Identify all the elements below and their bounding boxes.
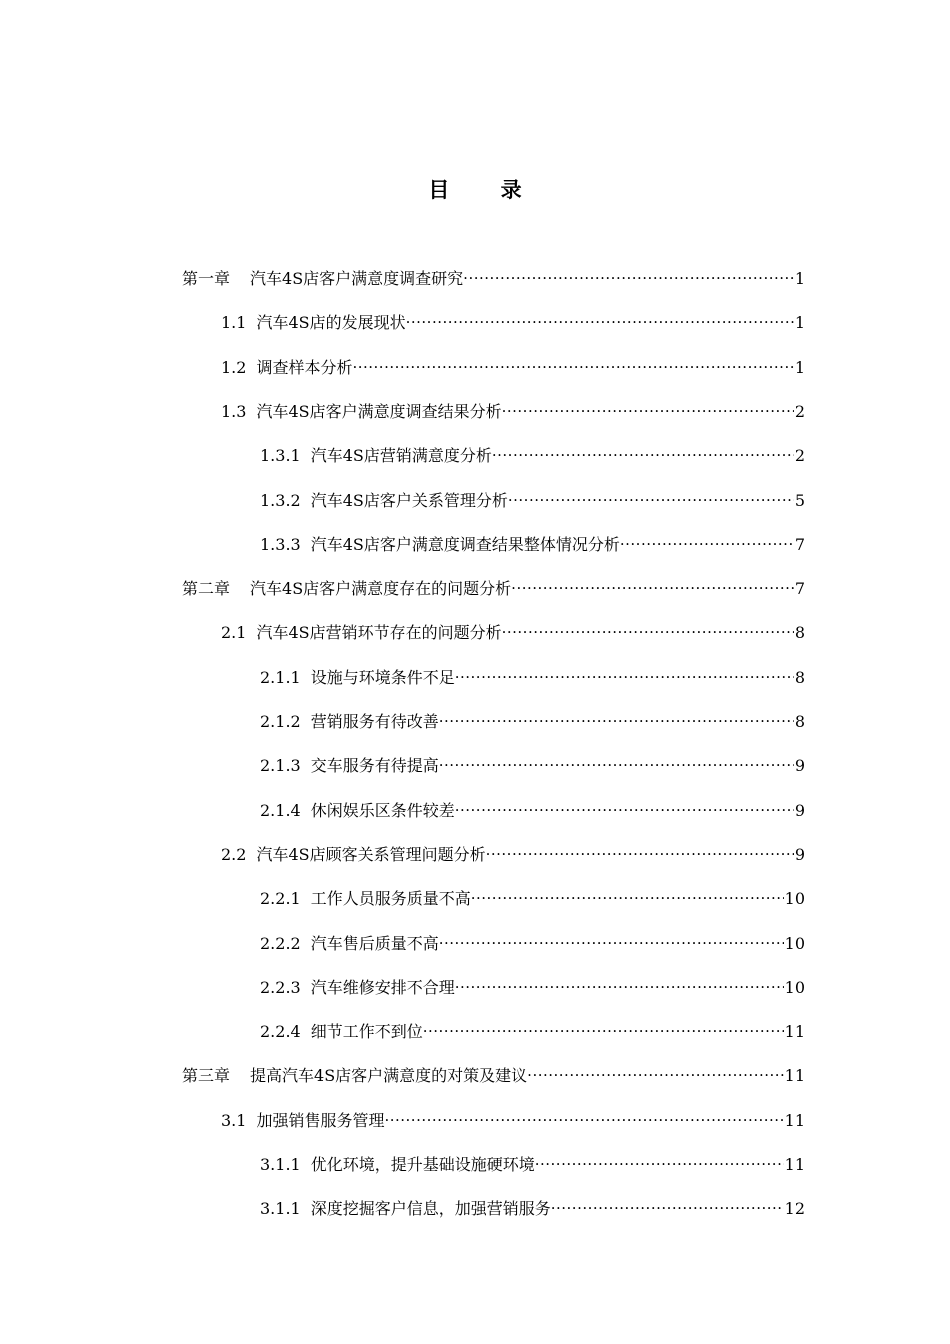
toc-entry-title: 汽车售后质量不高 [310, 933, 439, 953]
toc-entry[interactable] [260, 486, 805, 511]
toc-entry[interactable] [260, 929, 805, 954]
toc-entry[interactable] [260, 1017, 805, 1042]
toc-entry-number: 1.3.1 [260, 446, 301, 466]
toc-entry-number: 1.3 [221, 401, 247, 421]
toc-page-number: 10 [784, 977, 805, 997]
toc-entry[interactable] [260, 796, 805, 821]
toc-entry-number: 2.1.4 [260, 800, 301, 820]
toc-entry-number: 2.1.3 [260, 756, 301, 776]
toc-entry-number: 2.1.1 [260, 667, 301, 687]
toc-entry[interactable] [221, 1106, 805, 1131]
toc-dot-leader [384, 1106, 783, 1126]
toc-entry-number: 第二章 [182, 579, 231, 599]
toc-dot-leader [455, 663, 794, 683]
toc-dot-leader [455, 796, 794, 816]
toc-page-number: 8 [794, 667, 805, 687]
toc-entry[interactable] [260, 707, 805, 732]
toc-dot-leader [439, 707, 794, 727]
toc-entry-label [221, 402, 502, 422]
toc-entry-label [221, 845, 486, 865]
toc-entry-number: 3.1.1 [260, 1155, 301, 1174]
toc-page-number: 9 [794, 844, 805, 864]
toc-entry-title: 汽车4S店客户关系管理分析 [310, 490, 508, 510]
toc-dot-leader [439, 929, 784, 949]
toc-page-number: 9 [794, 756, 805, 776]
toc-entry-label [221, 623, 502, 643]
toc-dot-leader [527, 1061, 783, 1081]
toc-page-number: 1 [794, 313, 805, 333]
toc-dot-leader [502, 397, 794, 417]
toc-page-number: 2 [794, 446, 805, 466]
toc-entry-label [260, 491, 508, 511]
toc-entry-title: 汽车4S店营销满意度分析 [310, 446, 492, 466]
toc-entry-number: 1.1 [221, 313, 247, 333]
toc-page-number: 11 [784, 1022, 805, 1042]
toc-entry-label [260, 535, 620, 555]
toc-entry-label [221, 313, 406, 333]
toc-dot-leader [511, 574, 794, 594]
toc-page-number: 8 [794, 712, 805, 731]
toc-dot-leader [486, 840, 794, 860]
toc-entry[interactable] [260, 441, 805, 466]
toc-entry-title: 汽车4S店的发展现状 [256, 313, 406, 333]
toc-page-number: 8 [794, 623, 805, 643]
toc-entry-label [260, 1155, 535, 1175]
toc-page-number: 11 [784, 1066, 805, 1086]
toc-entry[interactable] [260, 663, 805, 688]
toc-entry-title: 细节工作不到位 [310, 1022, 423, 1042]
toc-entry-label [260, 446, 492, 466]
toc-entry-title: 营销服务有待改善 [310, 712, 439, 731]
toc-entry-title: 提高汽车4S店客户满意度的对策及建议 [250, 1066, 528, 1086]
toc-page-number: 11 [784, 1155, 805, 1174]
toc-page-number: 9 [794, 800, 805, 820]
toc-dot-leader [352, 353, 793, 373]
toc-entry-number: 第三章 [182, 1066, 231, 1086]
toc-dot-leader [620, 530, 794, 550]
toc-entry-label [260, 1022, 423, 1042]
toc-page-number: 11 [784, 1110, 805, 1130]
toc-entry[interactable] [260, 1194, 805, 1219]
toc-entry-title: 汽车4S店客户满意度存在的问题分析 [250, 579, 512, 599]
toc-entry-number: 1.2 [221, 357, 247, 377]
toc-dot-leader [492, 441, 794, 461]
toc-entry[interactable] [221, 353, 805, 378]
toc-entry-number: 1.3.3 [260, 534, 301, 554]
toc-dot-leader [508, 486, 794, 506]
toc-dot-leader [502, 618, 794, 638]
toc-entry[interactable] [182, 1061, 805, 1086]
toc-entry[interactable] [260, 884, 805, 909]
toc-entry-title: 汽车4S店营销环节存在的问题分析 [256, 623, 502, 643]
toc-entry-number: 2.2 [221, 844, 247, 864]
toc-dot-leader [535, 1150, 784, 1170]
toc-entry-label [221, 358, 352, 378]
toc-entry-number: 2.2.1 [260, 889, 301, 909]
toc-entry-label [260, 934, 439, 954]
toc-entry-number: 2.2.3 [260, 977, 301, 997]
toc-dot-leader [439, 751, 794, 771]
toc-dot-leader [406, 308, 794, 328]
toc-entry-number: 2.1 [221, 623, 247, 643]
toc-entry-title: 汽车4S店客户满意度调查结果整体情况分析 [310, 534, 620, 554]
toc-entry-title: 工作人员服务质量不高 [310, 889, 471, 909]
toc-entry-title: 加强销售服务管理 [256, 1110, 385, 1130]
toc-entry-title: 休闲娱乐区条件较差 [310, 800, 455, 820]
toc-entry-number: 2.1.2 [260, 712, 301, 731]
toc-page-number: 7 [794, 534, 805, 554]
toc-dot-leader [551, 1194, 784, 1214]
toc-entry[interactable] [221, 840, 805, 865]
toc-entry-label [260, 712, 439, 732]
toc-dot-leader [471, 884, 784, 904]
toc-entry-label [260, 756, 439, 776]
toc-entry[interactable] [221, 308, 805, 333]
toc-entry-title: 深度挖掘客户信息，加强营销服务 [310, 1199, 551, 1219]
toc-page-number: 7 [794, 579, 805, 599]
toc-entry-label [221, 1111, 384, 1131]
toc-entry-title: 交车服务有待提高 [310, 756, 439, 776]
toc-entry-number: 1.3.2 [260, 490, 301, 510]
toc-entry-number: 3.1 [221, 1110, 247, 1130]
toc-entry-label [182, 1066, 527, 1086]
toc-entry-label [182, 269, 463, 289]
toc-entry[interactable] [260, 751, 805, 776]
toc-entry-title: 汽车4S店顾客关系管理问题分析 [256, 844, 486, 864]
toc-entry-label [260, 978, 455, 998]
toc-entry[interactable] [221, 618, 805, 643]
toc-page-number: 2 [794, 401, 805, 421]
toc-page-number: 10 [784, 933, 805, 953]
toc-entry-title: 优化环境，提升基础设施硬环境 [310, 1155, 535, 1174]
toc-entry-label [182, 579, 511, 599]
toc-page-number: 5 [794, 490, 805, 510]
toc-entry[interactable] [260, 973, 805, 998]
toc-page-number: 12 [784, 1199, 805, 1219]
toc-entry-title: 设施与环境条件不足 [310, 667, 455, 687]
toc-entry-title: 汽车维修安排不合理 [310, 977, 455, 997]
toc-entry-label [260, 801, 455, 821]
toc-entry[interactable] [260, 1150, 805, 1175]
toc-page-number: 1 [794, 269, 805, 288]
toc-entry[interactable] [260, 530, 805, 555]
toc-entry-title: 汽车4S店客户满意度调查结果分析 [256, 401, 502, 421]
toc-entry-number: 2.2.2 [260, 933, 301, 953]
toc-entry-label [260, 889, 471, 909]
toc-entry-number: 2.2.4 [260, 1022, 301, 1042]
toc-entry[interactable] [182, 264, 805, 289]
toc-page-number: 1 [794, 357, 805, 377]
toc-entry-title: 汽车4S店客户满意度调查研究 [250, 269, 464, 288]
toc-dot-leader [463, 264, 794, 284]
toc-entry-number: 第一章 [182, 269, 231, 288]
toc-dot-leader [423, 1017, 784, 1037]
toc-entry[interactable] [182, 574, 805, 599]
toc-entry-label [260, 668, 455, 688]
toc-entry[interactable] [221, 397, 805, 422]
toc-page-number: 10 [784, 889, 805, 909]
toc-dot-leader [455, 973, 784, 993]
toc-entry-label [260, 1199, 551, 1219]
toc-title: 目 录 [428, 177, 544, 202]
toc-entry-title: 调查样本分析 [256, 357, 353, 377]
toc-entry-number: 3.1.1 [260, 1199, 301, 1219]
